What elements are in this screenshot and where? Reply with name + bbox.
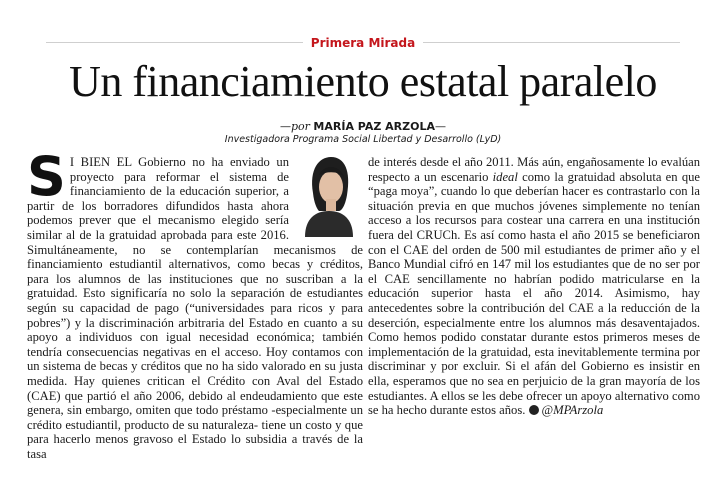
byline <box>0 120 726 134</box>
section-kicker <box>0 36 726 50</box>
byline-prefix: —por <box>279 120 310 133</box>
twitter-icon <box>529 405 539 415</box>
article-column-right <box>368 155 700 418</box>
byline-suffix: — <box>435 120 446 133</box>
section-kicker-label: Primera Mirada <box>303 36 423 50</box>
author-credentials: Investigadora Programa Social Libertad y Desarrollo (LyD) <box>224 134 502 145</box>
right-column-text-2: como la gratuidad absoluta en que “paga moya”, cuando lo que deberían hacer es contrastarlo con la situación previa en que muchos jóvenes simplemente no tenían acceso a los recursos para costear una carrera en una institución fuera del CRUCh. Es así como hasta el año 2015 se beneficiaron con el CAE del orden de 500 mil estudiantes de primer año y el Banco Mundial cifró en 147 mil los estudiantes que de no ser por el CAE sencillamente no habrían podido matricularse en la educación superior hasta el año 2014. Asimismo, hay antecedentes sobre la contribución del CAE a la reducción de la deserción, especialmente entre los alumnos más desaventajados. Como hemos podido constatar durante estos primeros meses de implementación de la gratuidad, esta inevitablemente termina por discriminar y por excluir. Si el afán del Gobierno es insistir en ella, esperamos que no sea en perjuicio de la gran mayoría de los estudiantes. A ellos se les debe ofrecer un apoyo alternativo como se ha hecho durante estos años. <box>368 169 700 418</box>
twitter-handle[interactable]: @MPArzola <box>541 403 604 418</box>
right-column-text-1: de interés desde el año 2011. Más aún, engañosamente lo evalúan respecto a un escenario <box>368 155 700 184</box>
right-column-emphasis: ideal <box>492 169 518 184</box>
author-portrait <box>295 149 363 237</box>
drop-cap: S <box>27 145 66 208</box>
author-name: MARÍA PAZ ARZOLA <box>313 120 435 133</box>
headline: Un financiamiento estatal paralelo <box>69 57 657 106</box>
left-column-text: I BIEN EL Gobierno no ha enviado un proyecto para reformar el sistema de financiamiento de la educación superior, a partir de los borradores difundidos hasta ahora podemos prever que el mecanismo elegido sería similar al de la gratuidad aprobada para este 2016. Simultáneamente, no se contemplarían mecanismos de financiamiento estudiantil alternativos, como becas y créditos, para los alumnos de las instituciones que no suscriban a la gratuidad. Esto significaría no solo la separación de estudiantes según su capacidad de pago (“universidades para ricos y para pobres”) y la discriminación arbitraria del Estado en cuanto a su apoyo a individuos con igual necesidad económica; también tendría consecuencias negativas en el acceso. Hoy contamos con un sistema de becas y créditos que no ha sido valorado en su justa medida. Hay quienes critican el Crédito con Aval del Estado (CAE) que partió el año 2006, debido al endeudamiento que este genera, sin embargo, omiten que todo préstamo -especialmente un crédito estudiantil, producto de su naturaleza- tiene un costo y que para hacerlo menos gravoso el Estado lo subsidia a través de la tasa <box>27 155 363 461</box>
article-column-left <box>27 145 363 461</box>
